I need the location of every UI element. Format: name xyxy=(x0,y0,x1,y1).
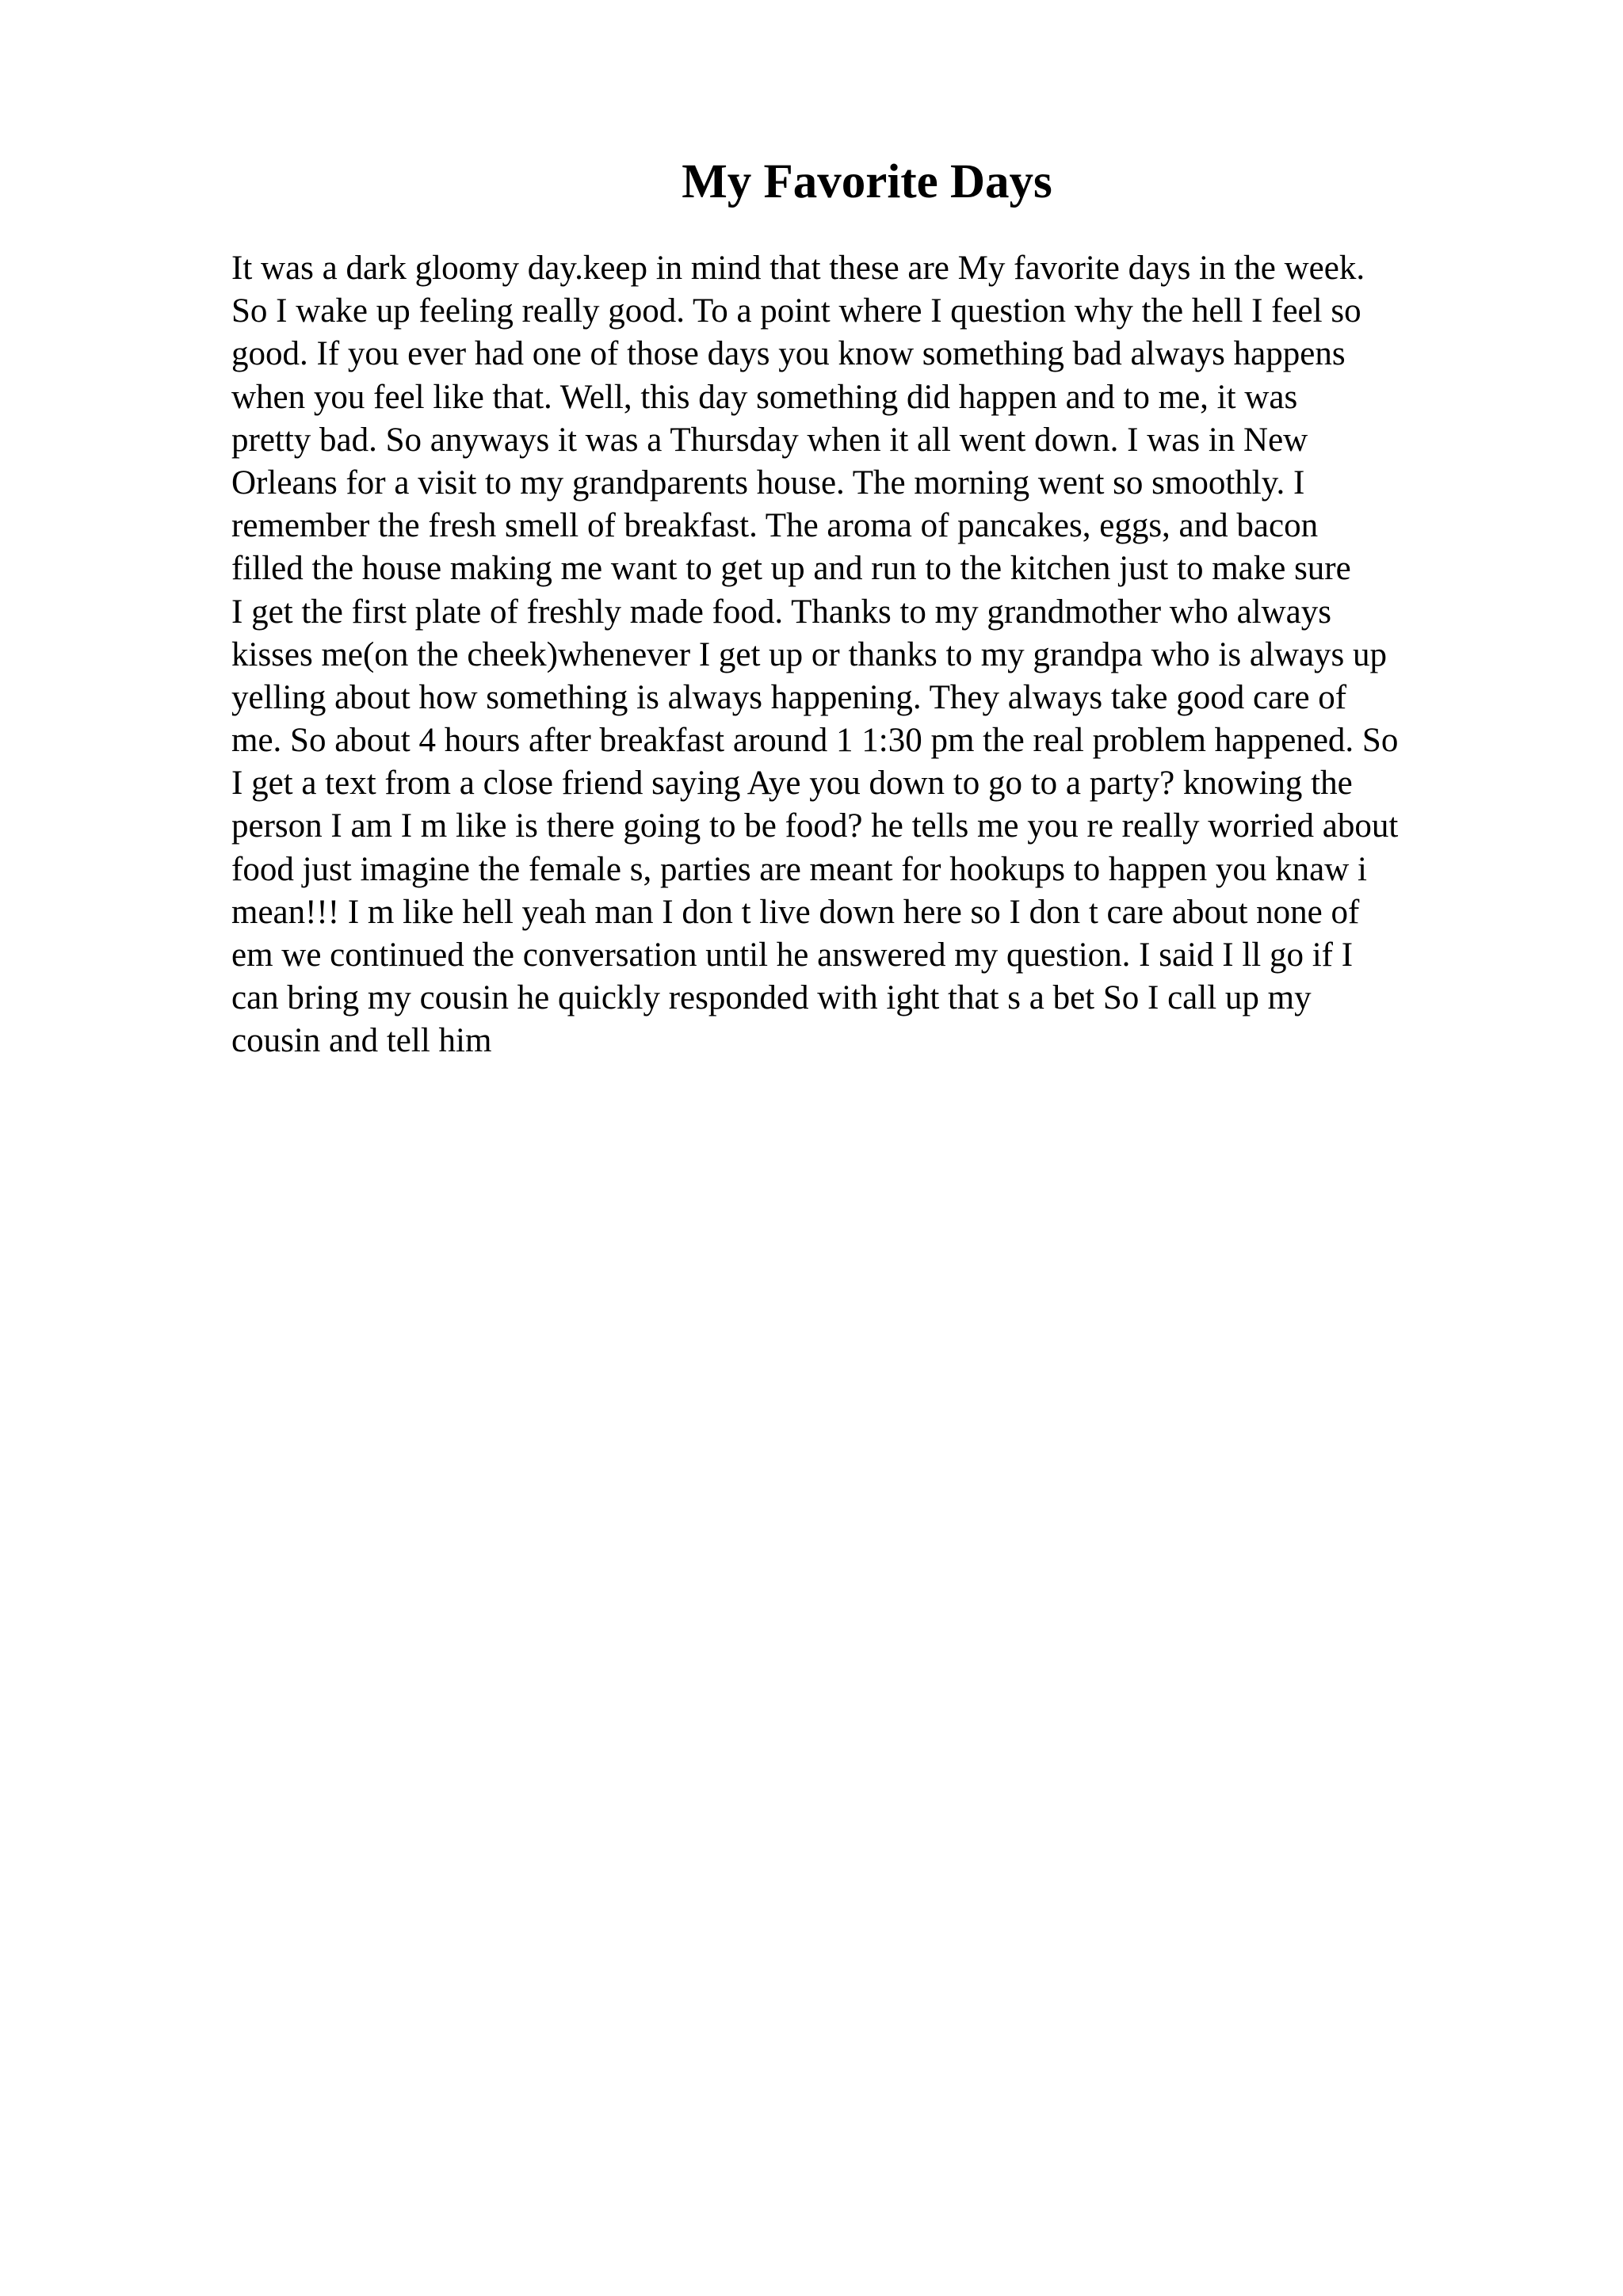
body-line: me. So about 4 hours after breakfast around 1 1:30 pm the real problem happened. So xyxy=(231,722,1399,760)
body-line: pretty bad. So anyways it was a Thursday when it all went down. I was in New xyxy=(231,421,1308,459)
body-line: remember the fresh smell of breakfast. The aroma of pancakes, eggs, and bacon xyxy=(231,507,1319,545)
body-line: em we continued the conversation until he answered my question. I said I ll go if I xyxy=(231,936,1354,974)
body-line: It was a dark gloomy day.keep in mind that these are My favorite days in the week. xyxy=(231,250,1365,287)
body-line: can bring my cousin he quickly responded with ight that s a bet So I call up my xyxy=(231,979,1312,1017)
body-line: yelling about how something is always happening. They always take good care of xyxy=(231,678,1347,716)
body-line: cousin and tell him xyxy=(231,1022,492,1060)
body-line: food just imagine the female s, parties are meant for hookups to happen you knaw i xyxy=(231,850,1367,888)
body-line: filled the house making me want to get up and run to the kitchen just to make sure xyxy=(231,550,1351,588)
body-line: So I wake up feeling really good. To a point where I question why the hell I feel so xyxy=(231,292,1361,330)
body-line: I get the first plate of freshly made food. Thanks to my grandmother who always xyxy=(231,593,1331,631)
document-title: My Favorite Days xyxy=(682,155,1052,208)
body-line: good. If you ever had one of those days you know something bad always happens xyxy=(231,335,1346,373)
body-line: I get a text from a close friend saying Aye you down to go to a party? knowing the xyxy=(231,765,1353,803)
body-line: mean!!! I m like hell yeah man I don t live down here so I don t care about none of xyxy=(231,893,1360,931)
body-line: Orleans for a visit to my grandparents house. The morning went so smoothly. I xyxy=(231,463,1305,502)
document-body xyxy=(231,247,1531,1063)
body-line: kisses me(on the cheek)whenever I get up or thanks to my grandpa who is always up xyxy=(231,635,1388,673)
body-line: person I am I m like is there going to be food? he tells me you re really worried about xyxy=(231,807,1399,845)
body-line: when you feel like that. Well, this day something did happen and to me, it was xyxy=(231,378,1298,416)
